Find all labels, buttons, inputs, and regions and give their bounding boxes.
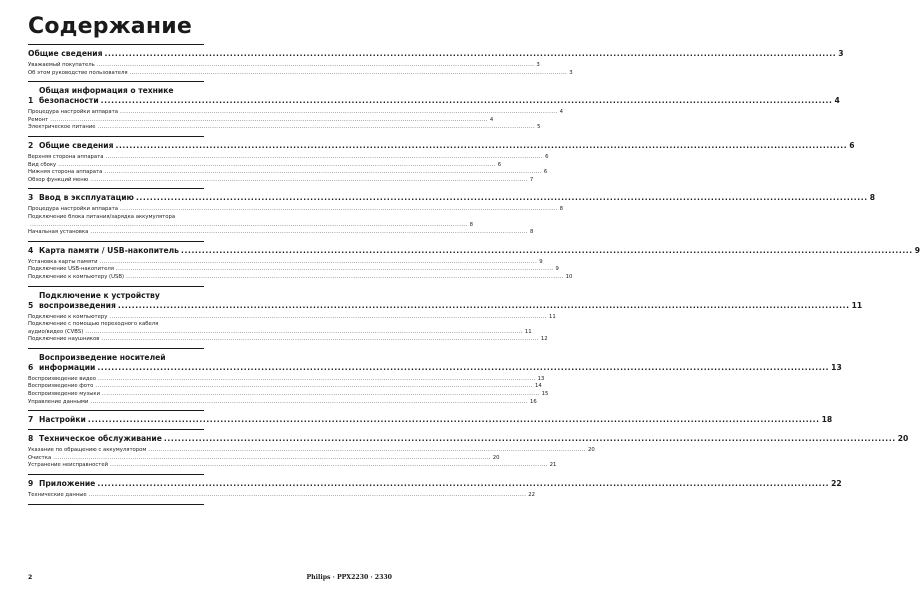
entry-page-number: 3 [569, 69, 573, 76]
dot-leader [109, 314, 547, 322]
footer-page-number: 2 [28, 574, 33, 581]
entry-page-number: 8 [469, 221, 473, 228]
section-title: Карта памяти / USB-накопитель [39, 245, 179, 255]
table-of-contents [28, 44, 920, 505]
toc-section-heading[interactable] [28, 49, 844, 59]
toc-entry[interactable] [28, 447, 595, 455]
section-page-number: 11 [851, 300, 863, 310]
section-number: 8 [28, 434, 34, 444]
dot-leader [58, 162, 496, 170]
toc-section-heading[interactable] [28, 193, 876, 203]
toc-entry[interactable] [28, 229, 534, 237]
entry-page-number: 13 [537, 375, 545, 382]
entry-page-number: 21 [549, 462, 557, 469]
entry-title: Электрическое питание [28, 124, 96, 131]
section-number: 3 [28, 193, 34, 203]
entry-title: Начальная установка [28, 229, 89, 236]
entry-page-number: 6 [497, 161, 502, 168]
section-page-number: 18 [821, 415, 833, 425]
entry-title: Воспроизведение видео [28, 375, 96, 382]
toc-entry[interactable] [28, 391, 549, 399]
section-number: 5 [28, 300, 34, 310]
entry-page-number: 10 [565, 273, 573, 280]
entry-page-number: 4 [559, 109, 563, 116]
dot-leader [110, 462, 548, 470]
entry-title-line1: Подключение блока питания/зарядка аккумулятора [28, 213, 176, 220]
entry-page-number: 4 [489, 116, 494, 123]
toc-entry[interactable] [28, 321, 532, 336]
toc-entry[interactable] [28, 169, 548, 177]
entry-title: Воспроизведение фото [28, 383, 94, 390]
section-number: 6 [28, 362, 34, 372]
dot-leader [106, 154, 544, 162]
entry-page-number: 9 [539, 258, 543, 265]
entry-page-number: 20 [587, 447, 595, 454]
section-page-number: 9 [914, 245, 920, 255]
toc-entry[interactable] [28, 462, 557, 470]
entry-page-number: 22 [528, 492, 536, 499]
section-page-number: 6 [849, 140, 855, 150]
toc-entry[interactable] [28, 258, 543, 267]
section-page-number: 22 [831, 479, 842, 489]
dot-leader [101, 336, 539, 344]
toc-entry[interactable] [28, 124, 541, 132]
section-number: 2 [28, 140, 34, 150]
toc-entry[interactable] [28, 383, 542, 391]
dot-leader [89, 492, 527, 500]
dot-leader [90, 229, 528, 237]
entry-title: Ремонт [28, 116, 49, 123]
entry-title: Верхняя сторона аппарата [28, 153, 104, 160]
entry-title: Подключение наушников [28, 336, 100, 343]
entry-title: Управление данными [28, 398, 89, 405]
dot-leader [126, 274, 564, 282]
entry-title: Нижняя сторона аппарата [28, 169, 103, 176]
entry-title: Уважаемый покупатель [28, 62, 95, 68]
toc-entry[interactable] [28, 398, 537, 407]
entry-title: Об этом руководстве пользователя [28, 69, 128, 76]
section-title: Приложение [39, 479, 96, 489]
entry-page-number: 8 [529, 229, 534, 236]
toc-entry[interactable] [28, 116, 494, 125]
entry-title: Воспроизведение музыки [28, 391, 101, 398]
toc-section-heading[interactable] [28, 415, 833, 425]
dot-leader [98, 124, 536, 132]
toc-entry[interactable] [28, 153, 549, 162]
toc-section-heading[interactable] [28, 86, 840, 106]
toc-section-heading[interactable] [28, 352, 842, 373]
entry-page-number: 15 [541, 391, 549, 398]
section-page-number: 13 [831, 362, 842, 372]
dot-leader [50, 117, 488, 125]
dot-leader [116, 266, 554, 274]
entry-title: Установка карты памяти [28, 258, 98, 265]
section-title-line1: Воспроизведение носителей [39, 352, 166, 362]
section-number: 4 [28, 245, 34, 255]
entry-title-line1: Подключение с помощью переходного кабеля [28, 321, 159, 328]
section-page-number: 20 [897, 434, 909, 444]
entry-page-number: 11 [524, 328, 532, 335]
dot-leader [95, 383, 533, 391]
section-page-number: 3 [838, 49, 844, 58]
section-page-number: 8 [869, 193, 876, 203]
dot-leader [130, 70, 568, 78]
toc-entry[interactable] [28, 62, 540, 70]
toc-section-heading[interactable] [28, 245, 920, 256]
section-title-line1: Общая информация о технике [39, 86, 174, 96]
dot-leader [120, 109, 558, 117]
dot-leader [118, 301, 850, 311]
section-title: воспроизведения [39, 300, 116, 310]
dot-leader [100, 259, 538, 267]
toc-entry[interactable] [28, 313, 556, 322]
section-number: 7 [28, 415, 34, 425]
toc-section-heading[interactable] [28, 140, 855, 151]
dot-leader [104, 49, 836, 59]
entry-page-number: 6 [543, 169, 548, 176]
toc-section [28, 45, 844, 82]
dot-leader [120, 206, 558, 214]
dot-leader [101, 96, 833, 106]
dot-leader [136, 193, 868, 203]
section-number: 9 [28, 479, 34, 489]
entry-page-number: 6 [545, 153, 549, 160]
toc-entry[interactable] [28, 336, 548, 344]
dot-leader [30, 222, 468, 230]
dot-leader [104, 169, 542, 177]
toc-entry[interactable] [28, 109, 563, 117]
section-title: Общие сведения [28, 49, 103, 58]
toc-entry[interactable] [28, 273, 573, 282]
dot-leader [90, 399, 528, 407]
entry-page-number: 20 [492, 454, 500, 461]
section-title-line1: Подключение к устройству [39, 290, 160, 300]
toc-section [28, 349, 842, 411]
footer-product-name: Philips · PPX2230 · 2330 [306, 574, 392, 581]
entry-title: Очистка [28, 454, 52, 461]
dot-leader [148, 447, 586, 455]
section-title: Ввод в эксплуатацию [39, 193, 134, 203]
toc-section [28, 475, 842, 505]
entry-page-number: 11 [548, 313, 556, 320]
dot-leader [97, 363, 829, 373]
entry-title: аудио/видео (CVBS) [28, 328, 84, 335]
entry-page-number: 16 [529, 398, 537, 405]
toc-section-heading[interactable] [28, 479, 842, 489]
toc-entry[interactable] [28, 266, 559, 274]
entry-page-number: 3 [536, 62, 540, 68]
toc-section [28, 137, 855, 189]
entry-page-number: 5 [537, 124, 541, 131]
dot-leader [85, 329, 523, 337]
toc-section-heading[interactable] [28, 290, 863, 311]
entry-page-number: 7 [529, 176, 534, 183]
dot-leader [98, 376, 536, 384]
entry-title: Указание по обращению с аккумулятором [28, 447, 147, 454]
entry-page-number: 9 [555, 266, 559, 273]
toc-entry[interactable] [28, 176, 534, 185]
toc-entry[interactable] [28, 375, 545, 384]
section-number: 1 [28, 96, 34, 106]
toc-section [28, 189, 876, 241]
entry-title: Подключение к компьютеру [28, 313, 108, 320]
entry-title: Подключение USB-накопителя [28, 266, 114, 273]
dot-leader [97, 62, 535, 70]
entry-title: Устранение неисправностей [28, 462, 109, 469]
section-title: информации [39, 362, 96, 372]
entry-page-number: 12 [540, 336, 548, 343]
section-title: Настройки [39, 415, 86, 425]
dot-leader [181, 246, 913, 256]
dot-leader [97, 479, 829, 489]
entry-title: Подключение к компьютеру (USB) [28, 273, 125, 280]
dot-leader [102, 391, 540, 399]
page-title: Содержание [28, 14, 192, 39]
toc-entry[interactable] [28, 206, 563, 214]
toc-entry[interactable] [28, 69, 573, 78]
page-footer [28, 574, 392, 581]
section-page-number: 4 [834, 96, 840, 106]
section-title: Общие сведения [39, 140, 114, 150]
entry-page-number: 14 [534, 383, 542, 390]
entry-title: Процедура настройки аппарата [28, 206, 118, 213]
dot-leader [115, 141, 847, 151]
section-title: Техническое обслуживание [39, 434, 162, 444]
entry-title: Процедура настройки аппарата [28, 109, 118, 116]
toc-section [28, 430, 909, 475]
section-title: безопасности [39, 96, 99, 106]
toc-section [28, 242, 920, 287]
entry-title: Вид сбоку [28, 161, 57, 168]
dot-leader [164, 434, 896, 444]
entry-title: Обзор функций меню [28, 176, 89, 183]
entry-page-number: 8 [559, 206, 563, 213]
dot-leader [53, 455, 491, 463]
toc-entry[interactable] [28, 213, 473, 229]
toc-entry[interactable] [28, 492, 536, 500]
dot-leader [88, 415, 820, 425]
dot-leader [90, 177, 528, 185]
toc-section-heading[interactable] [28, 434, 909, 444]
toc-section [28, 287, 863, 349]
toc-entry[interactable] [28, 161, 502, 170]
toc-section [28, 411, 833, 430]
toc-section [28, 82, 840, 137]
entry-title: Технические данные [28, 492, 87, 499]
